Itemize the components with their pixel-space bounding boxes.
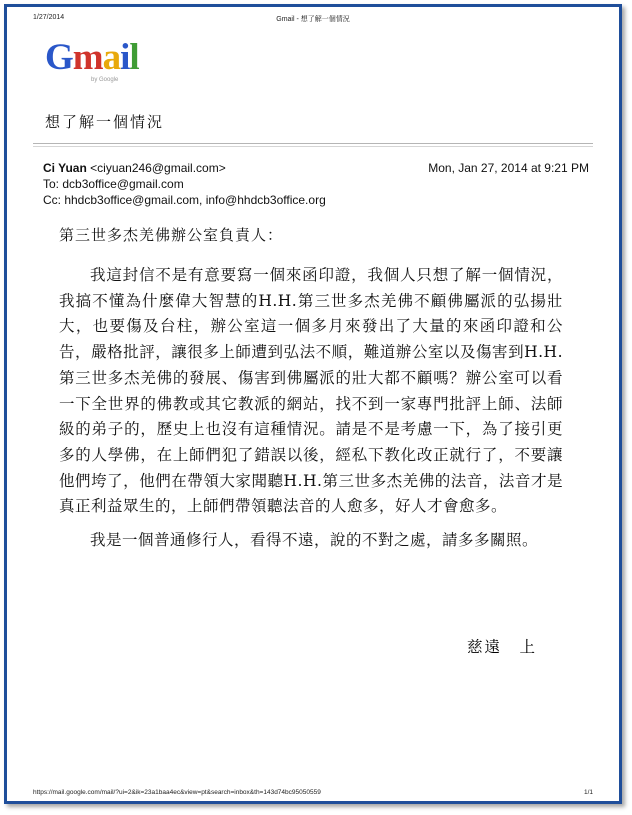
gmail-logo-letter: m	[72, 37, 103, 78]
gmail-logo-letter: G	[45, 37, 73, 78]
print-page-number: 1/1	[583, 789, 593, 796]
document-frame	[4, 4, 622, 804]
email-signature: 慈遠 上	[467, 638, 538, 656]
gmail-logo	[45, 39, 155, 87]
header-divider	[33, 143, 593, 144]
email-date: Mon, Jan 27, 2014 at 9:21 PM	[428, 161, 589, 175]
recipient-to: To: dcb3office@gmail.com	[43, 177, 184, 191]
email-metadata	[43, 160, 589, 208]
gmail-logo-text	[45, 39, 155, 76]
printed-page	[7, 7, 619, 801]
sender-name: Ci Yuan	[43, 161, 87, 175]
email-paragraph-1: 我這封信不是有意要寫一個來函印證，我個人只想了解一個情況，我搞不懂為什麼偉大智慧的H.H.第三世多杰羌佛不顧佛屬派的弘揚壯大，也要傷及台柱，辦公室這一個多月來發出了大量的來函印證和公告，嚴格批評，讓很多上師遭到弘法不順，難道辦公室以及傷害到H.H.第三世多杰羌佛的發展、傷害到佛屬派的壯大都不顧嗎？辦公室可以看一下全世界的佛教或其它教派的網站，找不到一家專門批評上師、法師級的弟子的，歷史上也沒有這種情況。請是不是考慮一下，為了接引更多的人學佛，在上師們犯了錯誤以後，經私下教化改正就行了，不要讓他們垮了，他們在帶領大家聞聽H.H.第三世多杰羌佛的法音，法音才是真正利益眾生的，上師們帶領聽法音的人愈多，好人才會愈多。	[59, 266, 563, 516]
sender-email: <ciyuan246@gmail.com>	[90, 161, 226, 175]
email-salutation: 第三世多杰羌佛辦公室負責人：	[59, 226, 284, 244]
print-title: Gmail - 想了解一個情況	[276, 16, 350, 23]
cc-row	[43, 192, 589, 208]
gmail-logo-letter: a	[102, 37, 121, 78]
recipient-cc: Cc: hhdcb3office@gmail.com, info@hhdcb3office.org	[43, 193, 326, 207]
email-subject: 想了解一個情況	[45, 113, 165, 131]
email-body	[59, 224, 563, 562]
print-date: 1/27/2014	[33, 14, 65, 21]
print-url: https://mail.google.com/mail/?ui=2&ik=23a1baa4ec&view=pt&search=inbox&th=143d74bc95050559	[33, 789, 321, 796]
gmail-logo-letter: l	[129, 37, 139, 78]
to-row	[43, 176, 589, 192]
header-divider-secondary	[33, 146, 593, 147]
gmail-logo-subtitle: by Google	[91, 77, 119, 83]
email-paragraph-2: 我是一個普通修行人，看得不遠，說的不對之處，請多多關照。	[90, 531, 539, 550]
gmail-logo-letter: i	[120, 37, 130, 78]
sender-row	[43, 160, 589, 176]
